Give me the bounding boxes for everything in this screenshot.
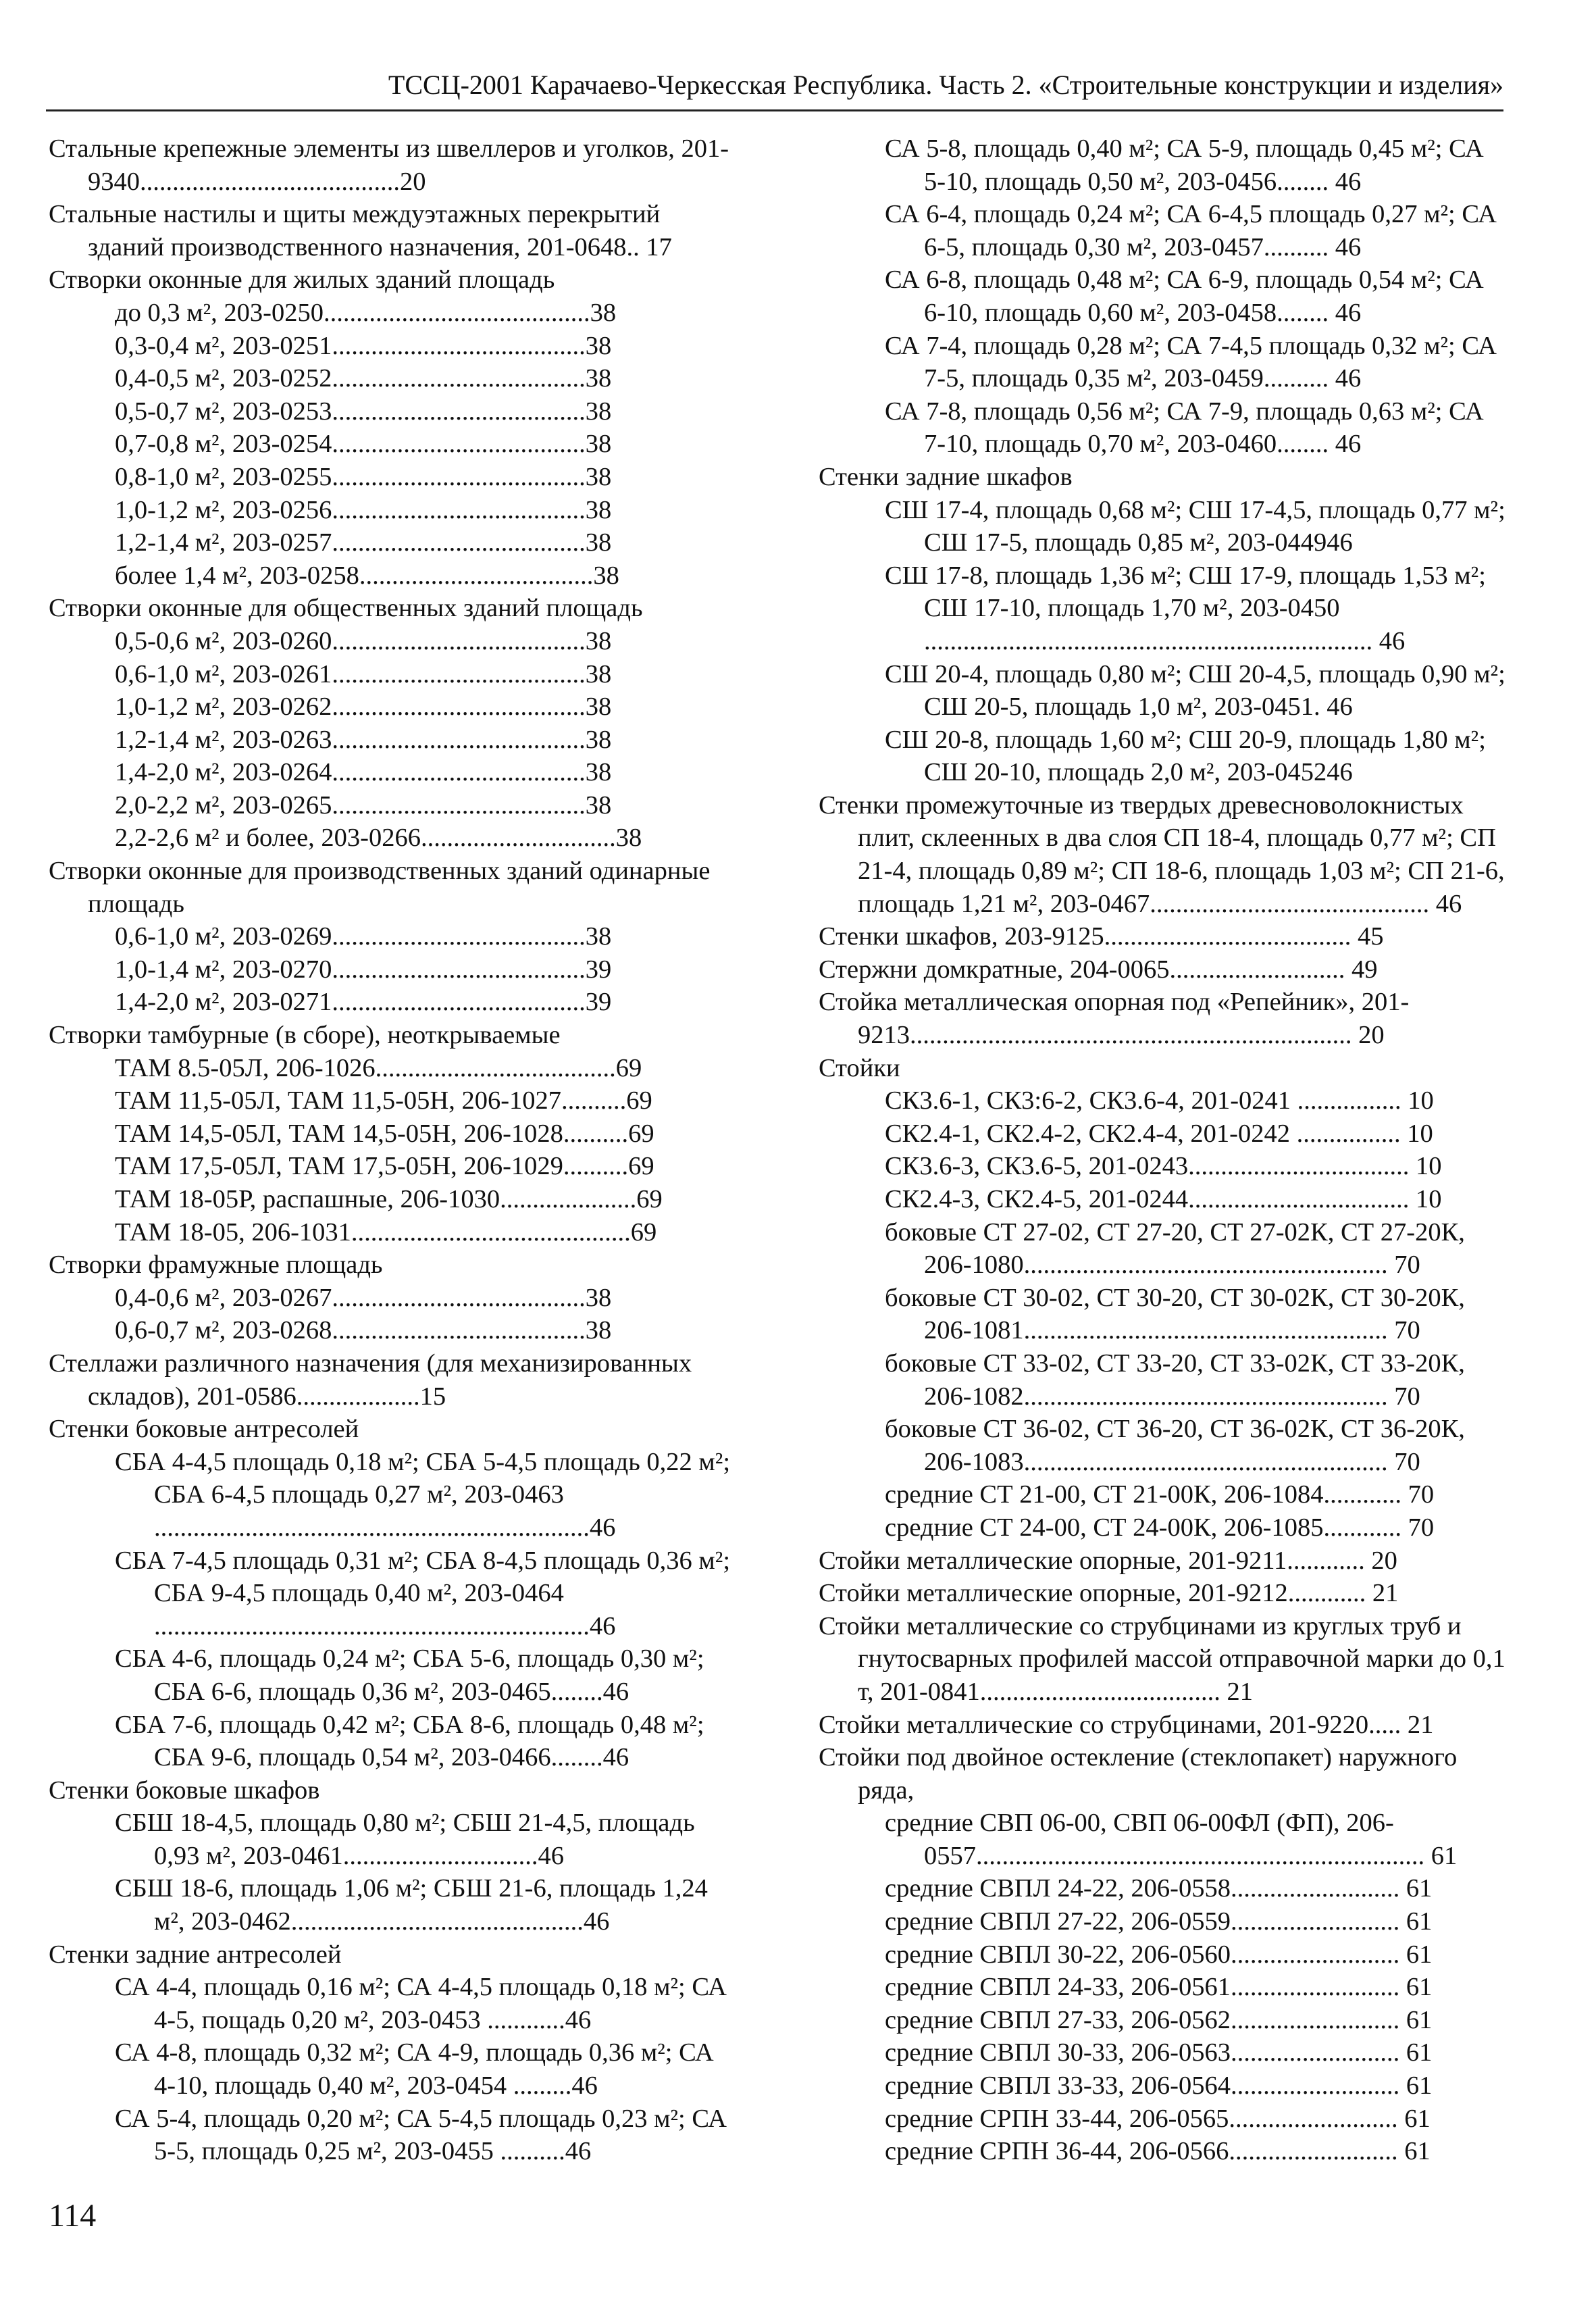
- index-subentry: 0,3-0,4 м², 203-0251.......................................38: [115, 331, 612, 360]
- index-subentry: СА 4-8, площадь 0,32 м²; СА 4-9, площадь 0,36 м²; СА 4-10, площадь 0,40 м², 203-0454 .........46: [115, 2038, 714, 2101]
- index-subentry: 1,2-1,4 м², 203-0263.......................................38: [115, 725, 612, 754]
- index-subentry: 0,8-1,0 м², 203-0255.......................................38: [115, 462, 612, 491]
- index-subentry: средние СВПЛ 24-22, 206-0558.......................... 61: [885, 1874, 1433, 1903]
- index-subentry: средние СВПЛ 27-22, 206-0559.......................... 61: [885, 1907, 1433, 1936]
- index-subentry: ТАМ 18-05, 206-1031...........................................69: [115, 1217, 657, 1247]
- index-subentry: средние СТ 24-00, СТ 24-00К, 206-1085............ 70: [885, 1513, 1435, 1542]
- index-entry: Стенки задние шкафов: [819, 462, 1073, 491]
- index-subentry: 1,4-2,0 м², 203-0271.......................................39: [115, 988, 612, 1017]
- page-number: 114: [49, 2198, 97, 2234]
- index-subentry: СА 7-8, площадь 0,56 м²; СА 7-9, площадь 0,63 м²; СА 7-10, площадь 0,70 м², 203-0460........ 46: [885, 397, 1484, 459]
- index-subentry: СШ 20-8, площадь 1,60 м²; СШ 20-9, площадь 1,80 м²; СШ 20-10, площадь 2,0 м², 203-045246: [885, 725, 1486, 787]
- index-subentry: средние СТ 21-00, СТ 21-00К, 206-1084............ 70: [885, 1480, 1435, 1509]
- index-entry: Створки оконные для производственных зданий одинарные площадь: [49, 857, 711, 918]
- index-entry: Стержни домкратные, 204-0065........................... 49: [819, 955, 1378, 984]
- index-subentry: 0,5-0,7 м², 203-0253.......................................38: [115, 397, 612, 426]
- index-entry: Стойки металлические опорные, 201-9211............ 20: [819, 1546, 1397, 1575]
- index-subentry: 0,4-0,6 м², 203-0267.......................................38: [115, 1283, 612, 1312]
- index-subentry: ТАМ 11,5-05Л, ТАМ 11,5-05Н, 206-1027..........69: [115, 1086, 652, 1115]
- index-entry: Стеллажи различного назначения (для механизированных складов), 201-0586...................15: [49, 1349, 692, 1411]
- index-subentry: СА 5-4, площадь 0,20 м²; СА 5-4,5 площадь 0,23 м²; СА 5-5, площадь 0,25 м², 203-0455 ..........46: [115, 2104, 727, 2166]
- index-entry: Стойки металлические со струбцинами, 201-9220..... 21: [819, 1710, 1434, 1739]
- index-subentry: СК2.4-3, СК2.4-5, 201-0244.................................. 10: [885, 1185, 1442, 1213]
- index-subentry: боковые СТ 36-02, СТ 36-20, СТ 36-02К, СТ 36-20К, 206-1083........................................................ 70: [885, 1415, 1465, 1476]
- index-entry: Стенки задние антресолей: [49, 1940, 342, 1969]
- index-subentry: боковые СТ 33-02, СТ 33-20, СТ 33-02К, СТ 33-20К, 206-1082........................................................ 70: [885, 1349, 1465, 1411]
- index-subentry: средние СВПЛ 30-33, 206-0563.......................... 61: [885, 2038, 1433, 2067]
- index-subentry: 1,0-1,4 м², 203-0270.......................................39: [115, 955, 612, 984]
- index-subentry: боковые СТ 30-02, СТ 30-20, СТ 30-02К, СТ 30-20К, 206-1081........................................................ 70: [885, 1283, 1465, 1345]
- index-subentry: до 0,3 м², 203-0250.........................................38: [115, 298, 617, 327]
- index-entry: Стальные настилы и щиты междуэтажных перекрытий зданий производственного назначения, 201-0648.. 17: [49, 200, 672, 261]
- index-entry: Створки оконные для общественных зданий площадь: [49, 594, 643, 623]
- index-subentry: средние СВПЛ 33-33, 206-0564.......................... 61: [885, 2071, 1433, 2101]
- index-subentry: ТАМ 8.5-05Л, 206-1026.....................................69: [115, 1053, 642, 1082]
- index-subentry: СК3.6-1, СК3:6-2, СК3.6-4, 201-0241 ................ 10: [885, 1086, 1434, 1115]
- index-subentry: СШ 20-4, площадь 0,80 м²; СШ 20-4,5, площадь 0,90 м²; СШ 20-5, площадь 1,0 м², 203-0451. 46: [885, 659, 1505, 722]
- index-column-right: [819, 132, 1508, 2168]
- index-subentry: ТАМ 17,5-05Л, ТАМ 17,5-05Н, 206-1029..........69: [115, 1152, 654, 1181]
- index-subentry: более 1,4 м², 203-0258....................................38: [115, 561, 619, 590]
- index-subentry: 2,2-2,6 м² и более, 203-0266..............................38: [115, 824, 642, 853]
- index-entry: Стенки шкафов, 203-9125...................................... 45: [819, 922, 1384, 951]
- index-subentry: СК2.4-1, СК2.4-2, СК2.4-4, 201-0242 ................ 10: [885, 1119, 1433, 1148]
- running-header: ТССЦ-2001 Карачаево-Черкесская Республика. Часть 2. «Строительные конструкции и изделия»: [46, 65, 1503, 111]
- index-subentry: СШ 17-4, площадь 0,68 м²; СШ 17-4,5, площадь 0,77 м²; СШ 17-5, площадь 0,85 м², 203-044946: [885, 495, 1505, 557]
- index-entry: Стенки промежуточные из твердых древесноволокнистых плит, склеенных в два слоя СП 18-4, площадь 0,77 м²; СП 21-4, площадь 0,89 м²; СП 18-6, площадь 1,03 м²; СП 21-6, площадь 1,21 м², 203-0467........................................... 46: [819, 790, 1505, 918]
- index-subentry: средние СВПЛ 30-22, 206-0560.......................... 61: [885, 1940, 1433, 1969]
- index-subentry: 0,6-0,7 м², 203-0268.......................................38: [115, 1316, 612, 1345]
- index-entry: Стенки боковые шкафов: [49, 1776, 320, 1805]
- index-subentry: СА 5-8, площадь 0,40 м²; СА 5-9, площадь 0,45 м²; СА 5-10, площадь 0,50 м², 203-0456........ 46: [885, 134, 1484, 196]
- index-subentry: 0,4-0,5 м², 203-0252.......................................38: [115, 364, 612, 393]
- index-entry: Стойки металлические опорные, 201-9212............ 21: [819, 1579, 1399, 1608]
- index-subentry: 1,0-1,2 м², 203-0256.......................................38: [115, 495, 612, 524]
- index-subentry: 0,7-0,8 м², 203-0254.......................................38: [115, 430, 612, 459]
- index-subentry: 0,5-0,6 м², 203-0260.......................................38: [115, 626, 612, 655]
- index-entry: Стойка металлическая опорная под «Репейник», 201-9213.................................................................... 20: [819, 988, 1410, 1050]
- index-subentry: средние СВПЛ 24-33, 206-0561.......................... 61: [885, 1973, 1433, 2002]
- index-entry: Створки фрамужные площадь: [49, 1251, 383, 1280]
- index-subentry: СА 6-4, площадь 0,24 м²; СА 6-4,5 площадь 0,27 м²; СА 6-5, площадь 0,30 м², 203-0457.......... 46: [885, 200, 1497, 261]
- index-subentry: СА 6-8, площадь 0,48 м²; СА 6-9, площадь 0,54 м²; СА 6-10, площадь 0,60 м², 203-0458........ 46: [885, 266, 1484, 327]
- index-subentry: СК3.6-3, СК3.6-5, 201-0243.................................. 10: [885, 1152, 1442, 1181]
- index-subentry: СБШ 18-6, площадь 1,06 м²; СБШ 21-6, площадь 1,24 м², 203-0462.............................................46: [115, 1874, 708, 1936]
- index-subentry: СА 4-4, площадь 0,16 м²; СА 4-4,5 площадь 0,18 м²; СА 4-5, пощадь 0,20 м², 203-0453 ............46: [115, 1973, 727, 2034]
- index-subentry: боковые СТ 27-02, СТ 27-20, СТ 27-02К, СТ 27-20К, 206-1080........................................................ 70: [885, 1217, 1465, 1280]
- index-subentry: ТАМ 14,5-05Л, ТАМ 14,5-05Н, 206-1028..........69: [115, 1119, 654, 1148]
- index-column-left: [49, 132, 738, 2168]
- index-subentry: 0,6-1,0 м², 203-0261.......................................38: [115, 659, 612, 688]
- index-subentry: 1,2-1,4 м², 203-0257.......................................38: [115, 528, 612, 557]
- index-subentry: СБШ 18-4,5, площадь 0,80 м²; СБШ 21-4,5, площадь 0,93 м², 203-0461..............................46: [115, 1809, 695, 1870]
- index-subentry: средние СВПЛ 27-33, 206-0562.......................... 61: [885, 2005, 1433, 2034]
- index-subentry: ТАМ 18-05Р, распашные, 206-1030.....................69: [115, 1185, 663, 1213]
- index-entry: Стойки под двойное остекление (стеклопакет) наружного ряда,: [819, 1743, 1458, 1805]
- index-subentry: 0,6-1,0 м², 203-0269.......................................38: [115, 922, 612, 951]
- index-entry: Стойки: [819, 1053, 900, 1082]
- index-subentry: средние СРПН 36-44, 206-0566.......................... 61: [885, 2137, 1431, 2166]
- index-subentry: СА 7-4, площадь 0,28 м²; СА 7-4,5 площадь 0,32 м²; СА 7-5, площадь 0,35 м², 203-0459.......... 46: [885, 331, 1497, 393]
- index-entry: Створки тамбурные (в сборе), неоткрываемые: [49, 1021, 561, 1050]
- index-subentry: 1,4-2,0 м², 203-0264.......................................38: [115, 758, 612, 787]
- index-entry: Стальные крепежные элементы из швеллеров и уголков, 201-9340........................................20: [49, 134, 729, 196]
- index-subentry: средние СВП 06-00, СВП 06-00ФЛ (ФП), 206-0557..................................................................... 61: [885, 1809, 1458, 1870]
- index-subentry: СБА 4-6, площадь 0,24 м²; СБА 5-6, площадь 0,30 м²; СБА 6-6, площадь 0,36 м², 203-0465........46: [115, 1644, 704, 1706]
- index-subentry: СБА 4-4,5 площадь 0,18 м²; СБА 5-4,5 площадь 0,22 м²; СБА 6-4,5 площадь 0,27 м², 203-0463 ...................................................................46: [115, 1447, 731, 1542]
- index-entry: Створки оконные для жилых зданий площадь: [49, 266, 555, 295]
- index-subentry: СШ 17-8, площадь 1,36 м²; СШ 17-9, площадь 1,53 м²; СШ 17-10, площадь 1,70 м², 203-0450 ..................................................................... 46: [885, 561, 1486, 655]
- index-subentry: 1,0-1,2 м², 203-0262.......................................38: [115, 693, 612, 722]
- index-subentry: 2,0-2,2 м², 203-0265.......................................38: [115, 790, 612, 820]
- index-entry: Стойки металлические со струбцинами из круглых труб и гнутосварных профилей массой отправочной марки до 0,1 т, 201-0841..................................... 21: [819, 1611, 1505, 1706]
- index-subentry: СБА 7-4,5 площадь 0,31 м²; СБА 8-4,5 площадь 0,36 м²; СБА 9-4,5 площадь 0,40 м², 203-0464 ...................................................................46: [115, 1546, 731, 1640]
- index-subentry: средние СРПН 33-44, 206-0565.......................... 61: [885, 2104, 1431, 2133]
- index-subentry: СБА 7-6, площадь 0,42 м²; СБА 8-6, площадь 0,48 м²; СБА 9-6, площадь 0,54 м², 203-0466........46: [115, 1710, 704, 1772]
- index-entry: Стенки боковые антресолей: [49, 1415, 359, 1444]
